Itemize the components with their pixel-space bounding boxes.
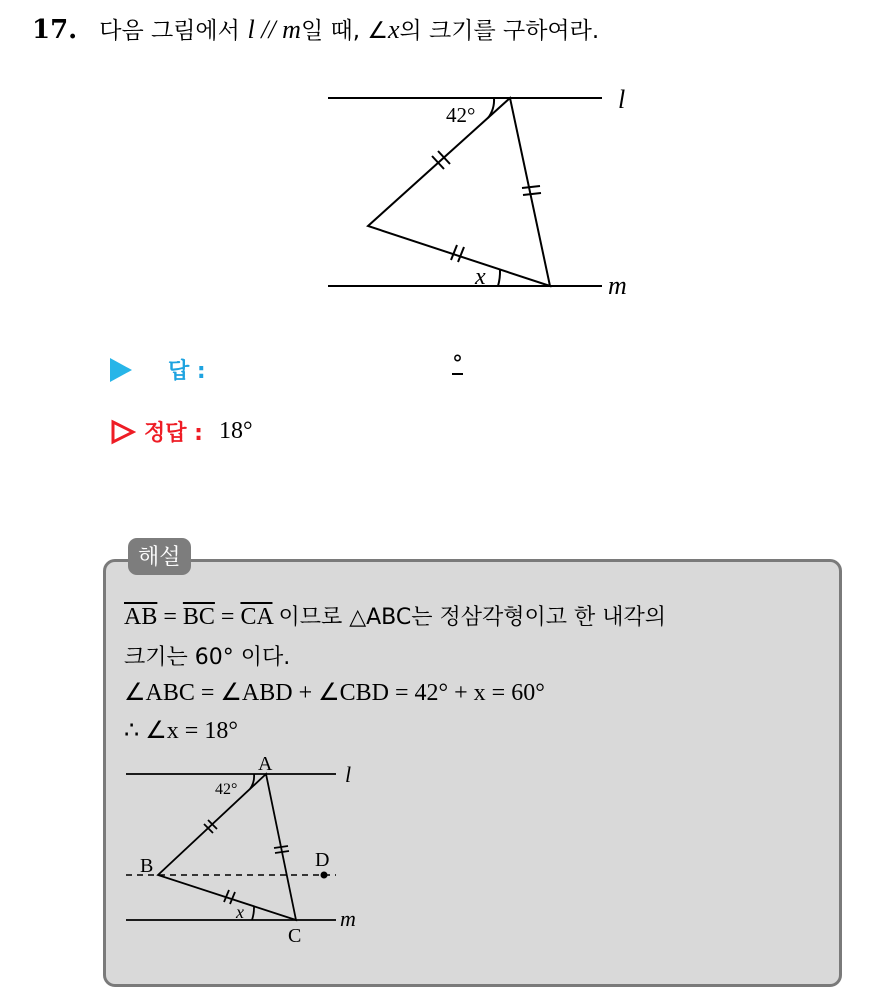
solution-tag: 해설 xyxy=(128,538,191,575)
answer-arrow-icon xyxy=(110,358,132,382)
question-number: 17. xyxy=(32,15,78,45)
eq-sign-1: = xyxy=(163,604,177,630)
angle-arc-bottom xyxy=(252,906,254,920)
angle-arc-bottom xyxy=(498,270,500,286)
label-b: B xyxy=(140,855,154,877)
angle-arc-top xyxy=(488,98,494,118)
solution-line-2: 크기는 60° 이다. xyxy=(124,645,291,670)
question-text-part2: 일 때, ∠ xyxy=(300,18,388,44)
segment-bc: $\overline{BC}$ xyxy=(182,604,215,630)
point-d-dot xyxy=(321,872,328,879)
segment-ab: $\overline{AB}$ xyxy=(124,604,158,630)
label-m: m xyxy=(340,906,356,931)
solution-line-4: ∴ ∠x = 18° xyxy=(124,718,238,744)
question-variable: x xyxy=(387,15,400,44)
eq-sign-2: = xyxy=(220,604,235,630)
segment-ca: $\overline{CA}$ xyxy=(240,604,273,630)
label-m: m xyxy=(608,271,627,300)
correct-arrow-icon xyxy=(110,419,136,445)
tick-marks-bc xyxy=(224,890,235,904)
label-a: A xyxy=(258,754,273,775)
correct-label: 정답 : xyxy=(144,421,203,446)
answer-row xyxy=(110,354,206,385)
question-text-part3: 의 크기를 구하여라. xyxy=(399,18,600,44)
question-figure xyxy=(320,78,650,303)
label-angle-x: x xyxy=(475,264,486,290)
correct-row xyxy=(110,416,253,447)
question-text-part1: 다음 그림에서 xyxy=(99,18,240,44)
solution-figure xyxy=(118,754,378,954)
correct-value: 18° xyxy=(218,418,253,444)
label-angle-42: 42° xyxy=(446,103,476,127)
tick-marks-ac xyxy=(522,186,541,195)
answer-blank[interactable]: ° xyxy=(452,352,463,377)
solution-line-1 xyxy=(124,600,666,631)
answer-label: 답 : xyxy=(168,359,206,384)
label-angle-x: x xyxy=(236,902,244,922)
solution-line-1-text: 이므로 △ABC는 정삼각형이고 한 내각의 xyxy=(278,605,667,630)
solution-line-3: ∠ABC = ∠ABD + ∠CBD = 42° + x = 60° xyxy=(124,680,545,706)
label-l: l xyxy=(345,762,352,787)
label-c: C xyxy=(288,925,302,947)
label-d: D xyxy=(315,849,330,871)
label-l: l xyxy=(618,85,626,114)
tick-marks-bc xyxy=(451,245,464,262)
question-line xyxy=(32,12,599,45)
parallel-notation: l // m xyxy=(247,15,301,44)
label-angle-42: 42° xyxy=(215,781,238,798)
